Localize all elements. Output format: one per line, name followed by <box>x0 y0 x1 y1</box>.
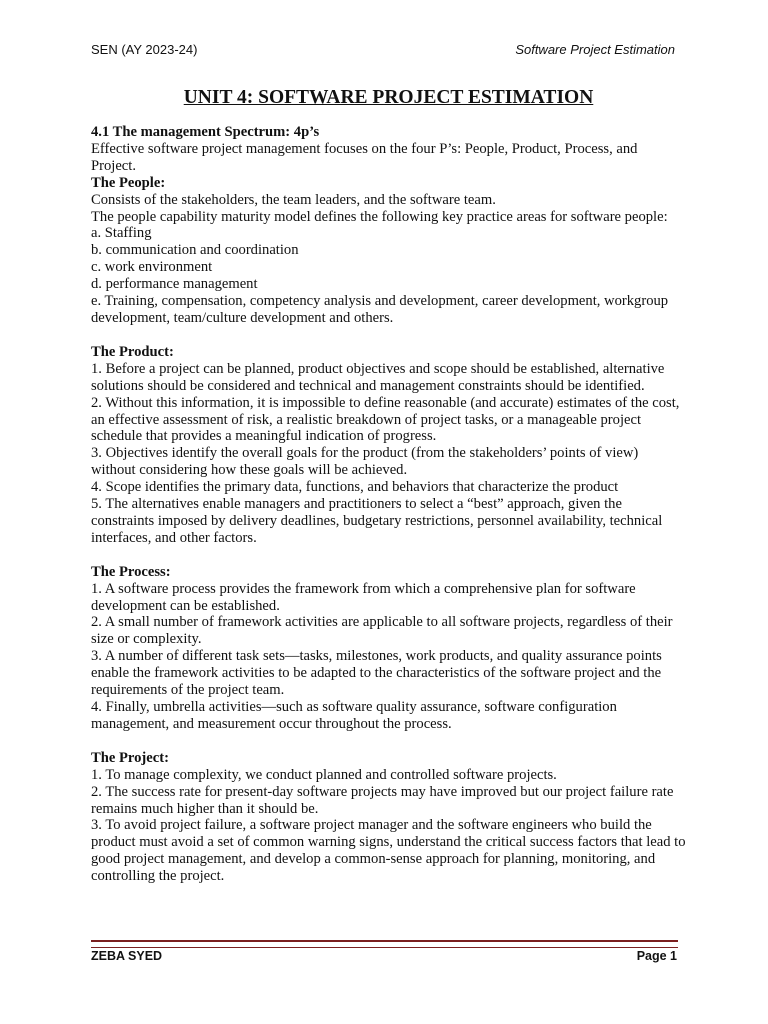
project-line: 2. The success rate for present-day software projects may have improved but our project failure rate remains much higher than it should be. <box>91 783 674 817</box>
page-footer <box>91 949 677 969</box>
footer-divider <box>91 940 678 948</box>
section-heading-4-1: 4.1 The management Spectrum: 4p’s <box>91 124 320 140</box>
process-line: 1. A software process provides the framework from which a comprehensive plan for software development can be established. <box>91 580 636 614</box>
product-line: 3. Objectives identify the overall goals for the product (from the stakeholders’ points of view) without considering how these goals will be achieved. <box>91 445 639 479</box>
people-line: a. Staffing <box>91 225 152 242</box>
page-title: UNIT 4: SOFTWARE PROJECT ESTIMATION <box>183 87 594 108</box>
people-line: b. communication and coordination <box>91 242 299 259</box>
people-line: The people capability maturity model defines the following key practice areas for software people: <box>91 208 668 225</box>
page-header <box>91 42 675 62</box>
project-line: 1. To manage complexity, we conduct planned and controlled software projects. <box>91 766 557 783</box>
process-line: 3. A number of different task sets—tasks, milestones, work products, and quality assurance points enable the framework activities to be adapted to the characteristics of the software project and the requirements of the project team. <box>91 648 662 699</box>
section-intro: Effective software project management focuses on the four P’s: People, Product, Process, and Project. <box>91 140 638 174</box>
project-line: 3. To avoid project failure, a software project manager and the software engineers who build the product must avoid a set of common warning signs, understand the critical success factors that lead to good project management, and develop a common-sense approach for planning, monitoring, and controlling the project. <box>91 817 686 885</box>
product-line: 2. Without this information, it is impossible to define reasonable (and accurate) estimates of the cost, an effective assessment of risk, a realistic breakdown of project tasks, or a manageable project schedule that provides a meaningful indication of progress. <box>91 394 680 445</box>
product-line: 1. Before a project can be planned, product objectives and scope should be established, alternative solutions should be considered and technical and management constraints should be identified. <box>91 360 665 394</box>
people-line: Consists of the stakeholders, the team leaders, and the software team. <box>91 191 496 208</box>
product-line: 5. The alternatives enable managers and practitioners to select a “best” approach, given the constraints imposed by delivery deadlines, budgetary restrictions, personnel availability, technical interfaces, and other factors. <box>91 496 663 546</box>
product-heading: The Product: <box>91 343 174 360</box>
header-course: SEN (AY 2023-24) <box>91 42 198 57</box>
footer-author: ZEBA SYED <box>91 949 163 963</box>
people-line: d. performance management <box>91 276 258 293</box>
people-heading: The People: <box>91 174 166 191</box>
people-line: c. work environment <box>91 259 213 276</box>
process-line: 2. A small number of framework activities are applicable to all software projects, regardless of their size or complexity. <box>91 614 673 648</box>
process-heading: The Process: <box>91 563 171 580</box>
document-body <box>91 86 686 885</box>
project-heading: The Project: <box>91 749 169 766</box>
process-line: 4. Finally, umbrella activities—such as software quality assurance, software configuration management, and measurement occur throughout the process. <box>91 699 617 732</box>
page-number: Page 1 <box>636 949 677 963</box>
product-line: 4. Scope identifies the primary data, functions, and behaviors that characterize the product <box>91 479 619 496</box>
header-topic: Software Project Estimation <box>515 42 675 57</box>
people-line: e. Training, compensation, competency analysis and development, career development, workgroup development, team/culture development and others. <box>91 293 669 326</box>
